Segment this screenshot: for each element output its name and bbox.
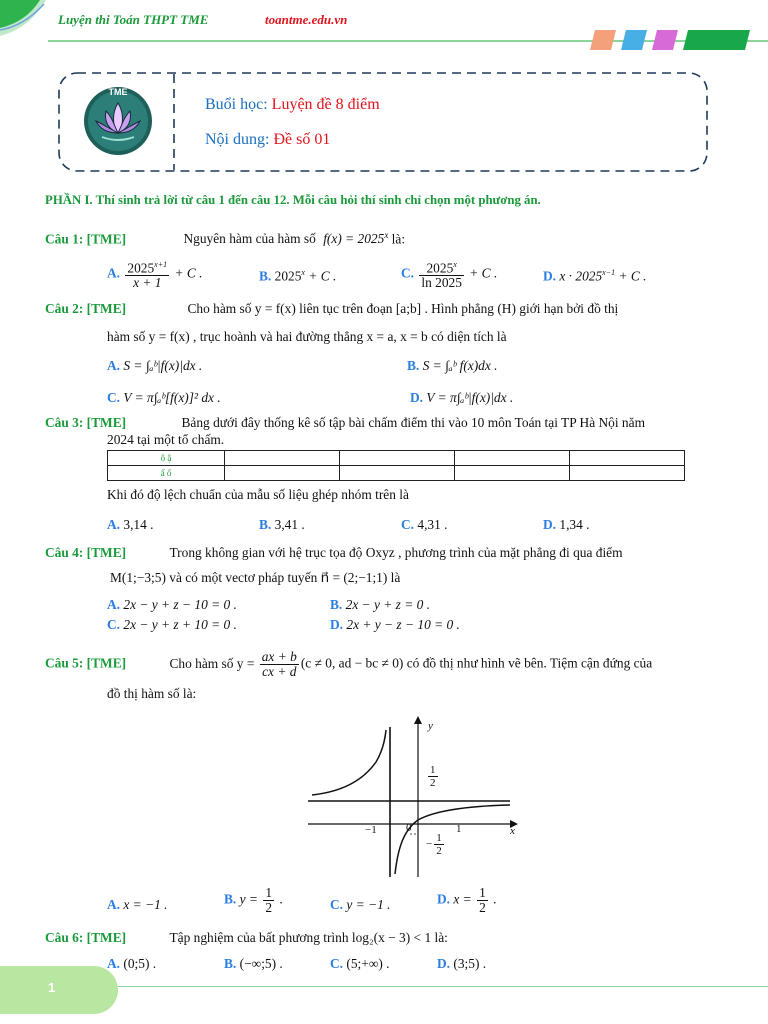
table-cell xyxy=(570,466,685,481)
q6-option-b[interactable] xyxy=(224,956,283,972)
graph-half-label xyxy=(426,764,440,789)
q1-d-text: x · 2025 xyxy=(559,268,603,284)
q1-d-tail: + C . xyxy=(615,268,647,284)
q6-option-d[interactable] xyxy=(437,956,486,972)
q5-option-d[interactable] xyxy=(437,886,496,915)
graph-one-label: 1 xyxy=(456,823,462,835)
q6-question xyxy=(45,930,448,946)
footer-page-number: 1 xyxy=(48,980,56,995)
q2-c-text: V = π∫ₐᵇ[f(x)]² dx . xyxy=(123,390,221,405)
q3-a-label: A. xyxy=(107,517,121,532)
q2-c-label: C. xyxy=(107,390,121,405)
q1-expr-sup: x xyxy=(384,230,389,240)
q5-option-b[interactable] xyxy=(224,886,283,915)
q3-line2: 2024 tại một tổ chấm. xyxy=(107,432,225,447)
q1-b-label: B. xyxy=(259,268,272,284)
q5-label: Câu 5: [TME] xyxy=(45,655,127,671)
q1-a-den: x + 1 xyxy=(133,275,162,291)
q5-b-num: 1 xyxy=(265,885,273,900)
q1-a-fraction xyxy=(125,258,169,290)
q5-option-a[interactable] xyxy=(107,897,168,913)
q4-line1: Trong không gian với hệ trục tọa độ Oxyz , phương trình của mặt phẳng đi qua điểm xyxy=(169,545,623,560)
table-row xyxy=(108,466,685,481)
session-value: Luyện đề 8 điểm xyxy=(271,96,380,113)
q2-label: Câu 2: [TME] xyxy=(45,301,127,316)
q5-b-post: . xyxy=(276,891,283,907)
graph-neg-half-den: 2 xyxy=(436,845,442,857)
q5-post: (c ≠ 0, ad − bc ≠ 0) có đồ thị như hình vẽ bên. Tiệm cận đứng của xyxy=(300,655,653,671)
q6-d-label: D. xyxy=(437,956,451,971)
q1-end: là: xyxy=(388,231,406,247)
table-cell xyxy=(570,451,685,466)
q5-a-text: x = −1 . xyxy=(123,897,168,912)
q3-question xyxy=(45,415,645,431)
q3-frequency-table xyxy=(107,450,685,481)
q5-option-c[interactable] xyxy=(330,897,391,913)
q3-line1: Bảng dưới đây thống kê số tập bài chấm điểm thi vào 10 môn Toán tại TP Hà Nội năm xyxy=(181,415,645,430)
q2-line1: Cho hàm số y = f(x) liên tục trên đoạn [a;b] . Hình phẳng (H) giới hạn bởi đồ thị xyxy=(187,301,619,316)
q4-question xyxy=(45,545,623,561)
q6-label: Câu 6: [TME] xyxy=(45,930,127,945)
graph-half-den: 2 xyxy=(430,777,436,789)
q4-label: Câu 4: [TME] xyxy=(45,545,127,560)
q6-a-text: (0;5) . xyxy=(123,956,157,971)
q1-c-num: 2025 xyxy=(426,260,454,276)
table-row xyxy=(108,451,685,466)
q4-option-d[interactable] xyxy=(330,617,460,633)
q6-b-label: B. xyxy=(224,956,237,971)
q5-c-text: y = −1 . xyxy=(346,897,391,912)
q4-a-text: 2x − y + z − 10 = 0 . xyxy=(123,597,237,612)
q1-b-text: 2025 xyxy=(274,268,302,284)
q6-text: Tập nghiệm của bất phương trình log₂(x − 3) < 1 là: xyxy=(169,930,448,945)
graph-half-num: 1 xyxy=(430,764,436,776)
q2-b-label: B. xyxy=(407,358,420,373)
q5-d-label: D. xyxy=(437,891,451,907)
q2-option-c[interactable] xyxy=(107,390,221,406)
q3-option-c[interactable] xyxy=(401,517,448,533)
part1-heading: PHẦN I. Thí sinh trả lời từ câu 1 đến câu 12. Mỗi câu hỏi thí sinh chỉ chọn một phương án. xyxy=(45,193,541,207)
header-color-blocks xyxy=(590,30,750,50)
q6-a-label: A. xyxy=(107,956,121,971)
table-cell xyxy=(455,466,570,481)
q4-d-text: 2x + y − z − 10 = 0 . xyxy=(346,617,460,632)
q3-b-label: B. xyxy=(259,517,272,532)
q4-c-text: 2x − y + z + 10 = 0 . xyxy=(123,617,237,632)
content-line xyxy=(205,131,330,149)
q3-line3: Khi đó độ lệch chuẩn của mẫu số liệu ghép nhóm trên là xyxy=(107,487,409,502)
q1-c-fraction xyxy=(419,258,464,290)
q1-option-d[interactable] xyxy=(543,268,646,284)
q2-option-a[interactable] xyxy=(107,358,202,374)
q2-a-text: S = ∫ₐᵇ|f(x)|dx . xyxy=(123,358,203,373)
q1-c-label: C. xyxy=(401,265,415,281)
q2-a-label: A. xyxy=(107,358,121,373)
header-corner-decoration xyxy=(0,0,46,44)
q1-a-label: A. xyxy=(107,265,121,281)
q1-option-c[interactable] xyxy=(401,258,497,290)
q1-d-label: D. xyxy=(543,268,557,284)
q6-option-c[interactable] xyxy=(330,956,390,972)
q1-a-num-sup: x+1 xyxy=(154,260,168,269)
q5-b-pre: y = xyxy=(239,891,262,907)
q1-label: Câu 1: [TME] xyxy=(45,231,127,247)
table-cell xyxy=(455,451,570,466)
q1-a-tail: + C . xyxy=(171,265,203,281)
q2-option-d[interactable] xyxy=(410,390,513,406)
q3-a-text: 3,14 . xyxy=(123,517,154,532)
q5-d-den: 2 xyxy=(479,900,486,915)
content-label: Nội dung: xyxy=(205,131,274,148)
header-title: Luyện thi Toán THPT TME xyxy=(58,12,209,27)
q3-label: Câu 3: [TME] xyxy=(45,415,127,430)
q6-c-label: C. xyxy=(330,956,344,971)
graph-x-label: x xyxy=(510,825,515,837)
q3-option-d[interactable] xyxy=(543,517,590,533)
session-label: Buổi học: xyxy=(205,96,272,113)
table-cell: ô ậ xyxy=(108,451,225,466)
q3-c-text: 4,31 . xyxy=(417,517,448,532)
q1-b-sup: x xyxy=(301,268,305,277)
q5-d-post: . xyxy=(489,891,497,907)
q1-question xyxy=(45,230,405,247)
q5-d-num: 1 xyxy=(479,885,486,900)
q2-question xyxy=(45,301,618,317)
q4-b-text: 2x − y + z = 0 . xyxy=(345,597,431,612)
q5-pre: Cho hàm số y = xyxy=(169,655,258,671)
graph-y-label: y xyxy=(428,720,433,732)
q5-d-fraction xyxy=(477,886,488,915)
table-cell: ấ ố xyxy=(108,466,225,481)
table-cell xyxy=(225,451,340,466)
q2-b-text: S = ∫ₐᵇ f(x)dx . xyxy=(422,358,498,373)
q1-option-a[interactable] xyxy=(107,258,202,290)
info-box xyxy=(58,72,708,172)
q2-line2: hàm số y = f(x) , trục hoành và hai đường thẳng x = a, x = b có diện tích là xyxy=(107,329,507,344)
q6-d-text: (3;5) . xyxy=(453,956,487,971)
q1-text: Nguyên hàm của hàm số xyxy=(183,231,316,247)
q4-option-a[interactable] xyxy=(107,597,237,613)
q5-line2: đồ thị hàm số là: xyxy=(107,686,197,701)
q5-c-label: C. xyxy=(330,897,344,912)
graph-neg-half-num: 1 xyxy=(436,832,442,844)
q4-option-b[interactable] xyxy=(330,597,430,613)
tme-logo xyxy=(82,85,154,157)
q1-option-b[interactable] xyxy=(259,268,336,284)
graph-neg-one-label: −1 xyxy=(365,824,377,836)
q3-d-text: 1,34 . xyxy=(559,517,590,532)
q5-d-pre: x = xyxy=(453,891,476,907)
header-site-link[interactable]: toantme.edu.vn xyxy=(265,12,348,27)
q5-fraction xyxy=(260,650,299,679)
table-cell xyxy=(340,451,455,466)
q3-option-b[interactable] xyxy=(259,517,305,533)
q5-b-den: 2 xyxy=(265,900,273,915)
q3-option-a[interactable] xyxy=(107,517,154,533)
graph-neg-half-sign: − xyxy=(426,838,433,851)
q2-option-b[interactable] xyxy=(407,358,498,374)
table-cell xyxy=(225,466,340,481)
q4-a-label: A. xyxy=(107,597,121,612)
q2-d-text: V = π∫ₐᵇ|f(x)|dx . xyxy=(426,390,514,405)
graph-zero-label: 0 xyxy=(406,822,412,834)
q4-d-label: D. xyxy=(330,617,344,632)
q6-option-a[interactable] xyxy=(107,956,156,972)
q1-c-den: ln 2025 xyxy=(421,275,462,291)
table-cell xyxy=(340,466,455,481)
q5-b-label: B. xyxy=(224,891,237,907)
q5-question xyxy=(45,650,652,679)
q4-b-label: B. xyxy=(330,597,343,612)
footer-rule xyxy=(118,986,768,987)
q5-a-label: A. xyxy=(107,897,121,912)
session-line xyxy=(205,96,380,114)
q5-den: cx + d xyxy=(262,664,297,679)
q3-c-label: C. xyxy=(401,517,415,532)
graph-neg-half-label xyxy=(426,832,446,857)
q1-a-num: 2025 xyxy=(127,260,155,276)
q3-d-label: D. xyxy=(543,517,557,532)
logo-text: TME xyxy=(108,87,128,97)
q6-b-text: (−∞;5) . xyxy=(239,956,283,971)
content-value: Đề số 01 xyxy=(273,131,331,148)
q1-d-sup: x−1 xyxy=(602,268,616,277)
q1-b-tail: + C . xyxy=(304,268,337,284)
q5-num: ax + b xyxy=(261,649,297,664)
q1-expr: f(x) = 2025 xyxy=(323,231,385,247)
q4-line2: M(1;−3;5) và có một vectơ pháp tuyến n⃗ = (2;−1;1) là xyxy=(110,570,401,585)
q6-c-text: (5;+∞) . xyxy=(346,956,390,971)
q5-graph xyxy=(300,712,530,882)
q1-c-num-sup: x xyxy=(453,260,457,269)
q5-b-fraction xyxy=(263,886,274,915)
q4-option-c[interactable] xyxy=(107,617,237,633)
q3-b-text: 3,41 . xyxy=(274,517,305,532)
q4-c-label: C. xyxy=(107,617,121,632)
q2-d-label: D. xyxy=(410,390,424,405)
footer-page-tab xyxy=(0,966,118,1014)
q1-c-tail: + C . xyxy=(465,265,498,281)
